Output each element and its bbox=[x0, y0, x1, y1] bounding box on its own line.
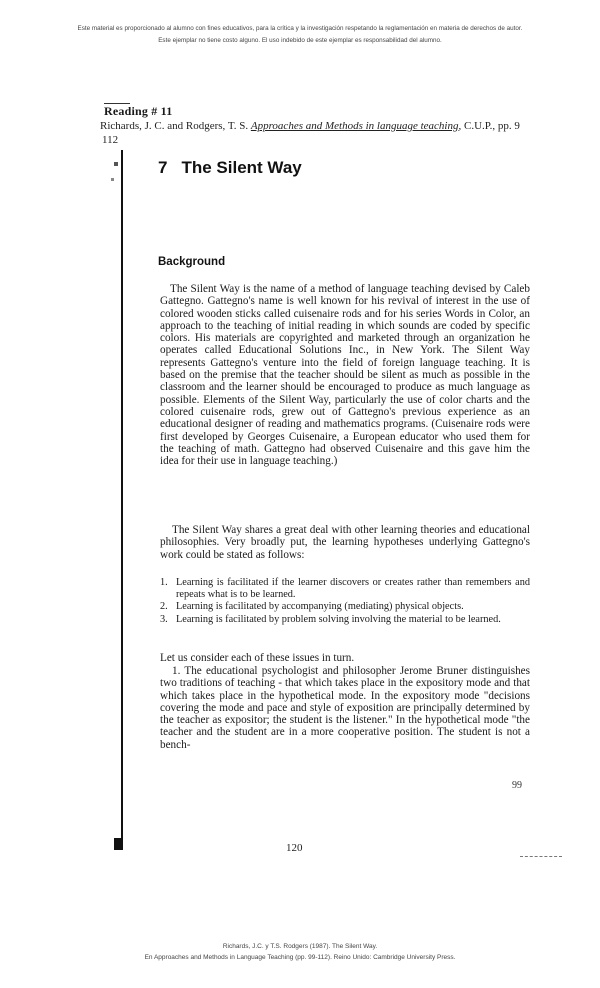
citation-authors: Richards, J. C. and Rodgers, T. S. bbox=[100, 120, 249, 132]
hypotheses-list bbox=[160, 577, 530, 626]
footer-citation-line-2: En Approaches and Methods in Language Teaching (pp. 99-112). Reino Unido: Cambridge University Press. bbox=[144, 954, 456, 961]
paragraph-bruner: 1. The educational psychologist and philosopher Jerome Bruner distinguishes two traditions of teaching - that which takes place in the expository mode and that which takes place in the hypothetical mode. In the expository mode "decisions covering the mode and pace and style of exposition are principally determined by the teacher as expositor; the student is the listener." In the hypothetical mode "the teacher and the student are in a more cooperative position. The student is not a bench- bbox=[160, 665, 530, 751]
list-item bbox=[160, 601, 530, 613]
paragraph-hypotheses-intro: The Silent Way shares a great deal with other learning theories and educational philosophies. Very broadly put, the learning hypotheses underlying Gattegno's work could be stated as follows: bbox=[160, 524, 530, 561]
list-marker: 3. bbox=[160, 613, 168, 625]
citation: Richards, J. C. and Rodgers, T. S. Approaches and Methods in language teaching, C.U.P., pp. 9 bbox=[100, 120, 520, 132]
margin-mark bbox=[114, 162, 118, 166]
margin-rule bbox=[121, 150, 123, 846]
paragraph-transition: Let us consider each of these issues in turn. bbox=[160, 652, 355, 664]
copyright-notice-line-2: Este ejemplar no tiene costo alguno. El uso indebido de este ejemplar es responsabilidad del alumno. bbox=[158, 37, 442, 44]
book-page-number: 99 bbox=[512, 780, 522, 791]
paragraph-background: The Silent Way is the name of a method of language teaching devised by Caleb Gattegno. Gattegno's name is well known for his revival of interest in the use of colored wooden sticks called cuisenaire rods and for his series Words in Color, an approach to the teaching of initial reading in which sounds are coded by specific colors. His materials are copyrighted and marketed through an organization he operates called Educational Solutions Inc., in New York. The Silent Way represents Gattegno's venture into the field of foreign language teaching. It is based on the premise that the teacher should be silent as much as possible in the classroom and the learner should be encouraged to produce as much language as possible. Elements of the Silent Way, particularly the use of color charts and the colored cuisenaire rods, grew out of Gattegno's previous experience as an educational designer of reading and mathematics programs. (Cuisenaire rods were first developed by Georges Cuisenaire, a European educator who used them for the teaching of math. Gattegno had observed Cuisenaire and this gave him the idea for their use in language teaching.) bbox=[160, 283, 530, 468]
list-item-text: Learning is facilitated if the learner discovers or creates rather than remembers and repeats what is to be learned. bbox=[176, 577, 530, 600]
page-range-end: 112 bbox=[102, 134, 119, 146]
chapter-title-text: The Silent Way bbox=[181, 158, 302, 177]
margin-rule-foot bbox=[114, 838, 123, 850]
list-marker: 2. bbox=[160, 601, 168, 613]
list-item-text: Learning is facilitated by problem solving involving the material to be learned. bbox=[176, 613, 501, 625]
chapter-title bbox=[158, 158, 302, 178]
list-marker: 1. bbox=[160, 577, 168, 588]
margin-mark-small bbox=[111, 178, 114, 181]
list-item bbox=[160, 577, 530, 600]
list-item-text: Learning is facilitated by accompanying (mediating) physical objects. bbox=[176, 601, 464, 613]
reading-label: Reading # 11 bbox=[104, 104, 173, 118]
citation-publisher-pages: C.U.P., pp. 9 bbox=[464, 120, 520, 132]
section-heading: Background bbox=[158, 256, 226, 268]
citation-book-title: Approaches and Methods in language teaching bbox=[250, 120, 459, 132]
footer-citation-line-1: Richards, J.C. y T.S. Rodgers (1987). The Silent Way. bbox=[222, 943, 378, 950]
copyright-notice-line-1: Este material es proporcionado al alumno con fines educativos, para la crítica y la investigación respetando la reglamentación en materia de derechos de autor. bbox=[77, 25, 523, 32]
list-item bbox=[160, 614, 530, 626]
scan-artifact bbox=[520, 856, 562, 858]
chapter-number: 7 bbox=[158, 158, 168, 177]
pdf-page-number: 120 bbox=[286, 842, 303, 854]
